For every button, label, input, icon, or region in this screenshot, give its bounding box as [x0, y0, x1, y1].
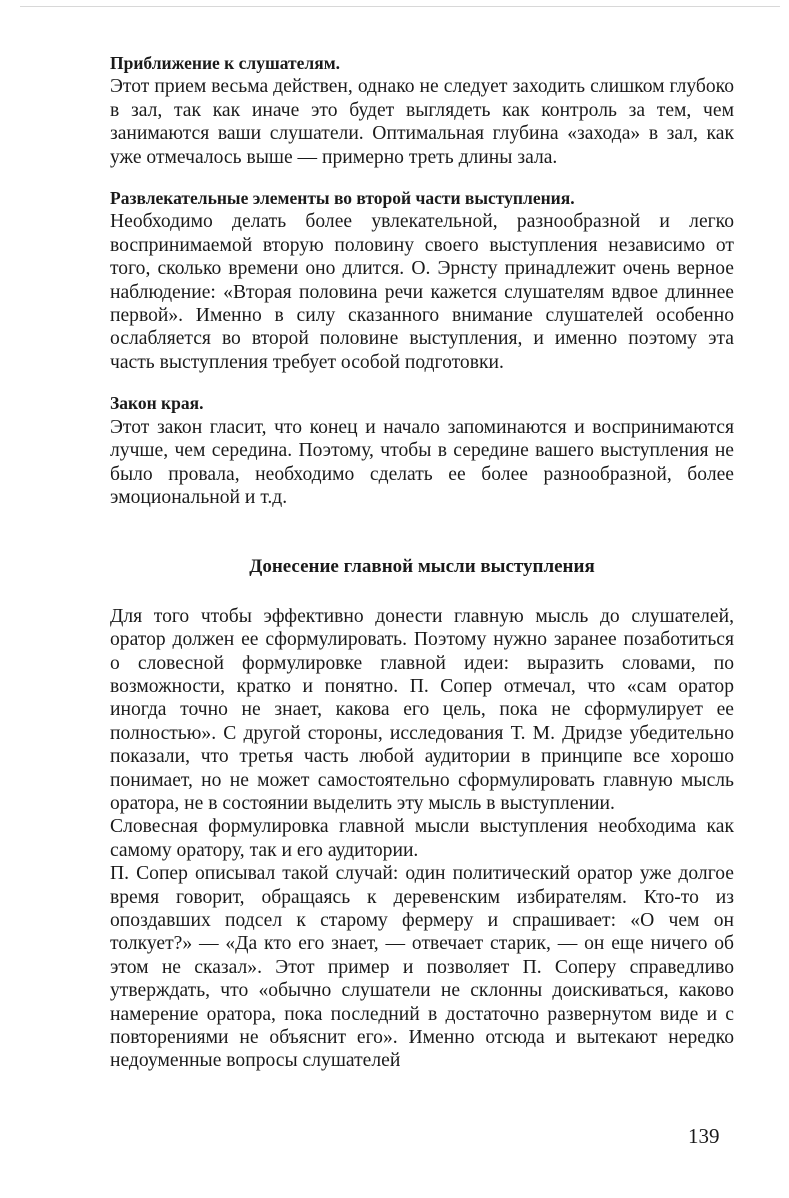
- section-paragraph: Необходимо делать более увлекательной, разнообразной и легко воспринимаемой вторую половину своего выступления независимо от того, сколько времени оно длится. О. Эрнсту принадлежит очень верное наблюдение: «Вторая половина речи кажется слушателям вдвое длиннее первой». Именно в силу сказанного внимание слушателей особенно ослабляется во второй половине выступления, и именно поэтому эта часть выступления требует особой подготовки.: [110, 211, 734, 373]
- section-edge-law: [110, 392, 734, 509]
- section-heading: Развлекательные элементы во второй части выступления.: [110, 188, 575, 209]
- section-heading: Приближение к слушателям.: [110, 53, 340, 73]
- section-approach: [110, 52, 734, 169]
- page-number: 139: [688, 1124, 720, 1148]
- section-entertainment: [110, 187, 734, 374]
- book-page: [110, 52, 734, 1073]
- body-paragraph: Для того чтобы эффективно донести главную мысль до слушателей, оратор должен ее сформулировать. Поэтому нужно заранее позаботиться о словесной формулировке главной идеи: выразить словами, по возможности, кратко и понятно. П. Сопер отмечал, что «сам оратор иногда точно не знает, какова его цель, пока не сформулирует ее полностью». С другой стороны, исследования Т. М. Дридзе убедительно показали, что третья часть любой аудитории в принципе все хорошо понимает, но не может самостоятельно сформулировать главную мысль оратора, не в состоянии выделить эту мысль в выступлении.: [110, 605, 734, 814]
- section-paragraph: Этот прием весьма действен, однако не следует заходить слишком глубоко в зал, так как иначе это будет выглядеть как контроль за тем, чем занимаются ваши слушатели. Оптимальная глубина «захода» в зал, как уже отмечалось выше — примерно треть длины зала.: [110, 76, 734, 168]
- body-paragraph: П. Сопер описывал такой случай: один политический оратор уже долгое время говорит, обращаясь к деревенским избирателям. Кто-то из опоздавших подсел к старому фермеру и спрашивает: «О чем он толкует?» — «Да кто его знает, — отвечает старик, — он еще ничего об этом не сказал». Этот пример и позволяет П. Соперу справедливо утверждать, что «обычно слушатели не склонны доискиваться, каково намерение оратора, пока последний в достаточно развернутом виде и с повторениями не объяснит его». Именно отсюда и вытекают нередко недоуменные вопросы слушателей: [110, 863, 734, 1072]
- chapter-body: [110, 605, 734, 1073]
- body-paragraph: Словесная формулировка главной мысли выступления необходима как самому оратору, так и его аудитории.: [110, 816, 734, 861]
- section-paragraph: Этот закон гласит, что конец и начало запоминаются и воспринимаются лучше, чем середина. Поэтому, чтобы в середине вашего выступления не было провала, необходимо сделать ее более разнообразной, более эмоциональной и т.д.: [110, 416, 734, 508]
- section-heading: Закон края.: [110, 393, 204, 414]
- scan-edge: [20, 6, 780, 7]
- chapter-title: Донесение главной мысли выступления: [249, 556, 595, 578]
